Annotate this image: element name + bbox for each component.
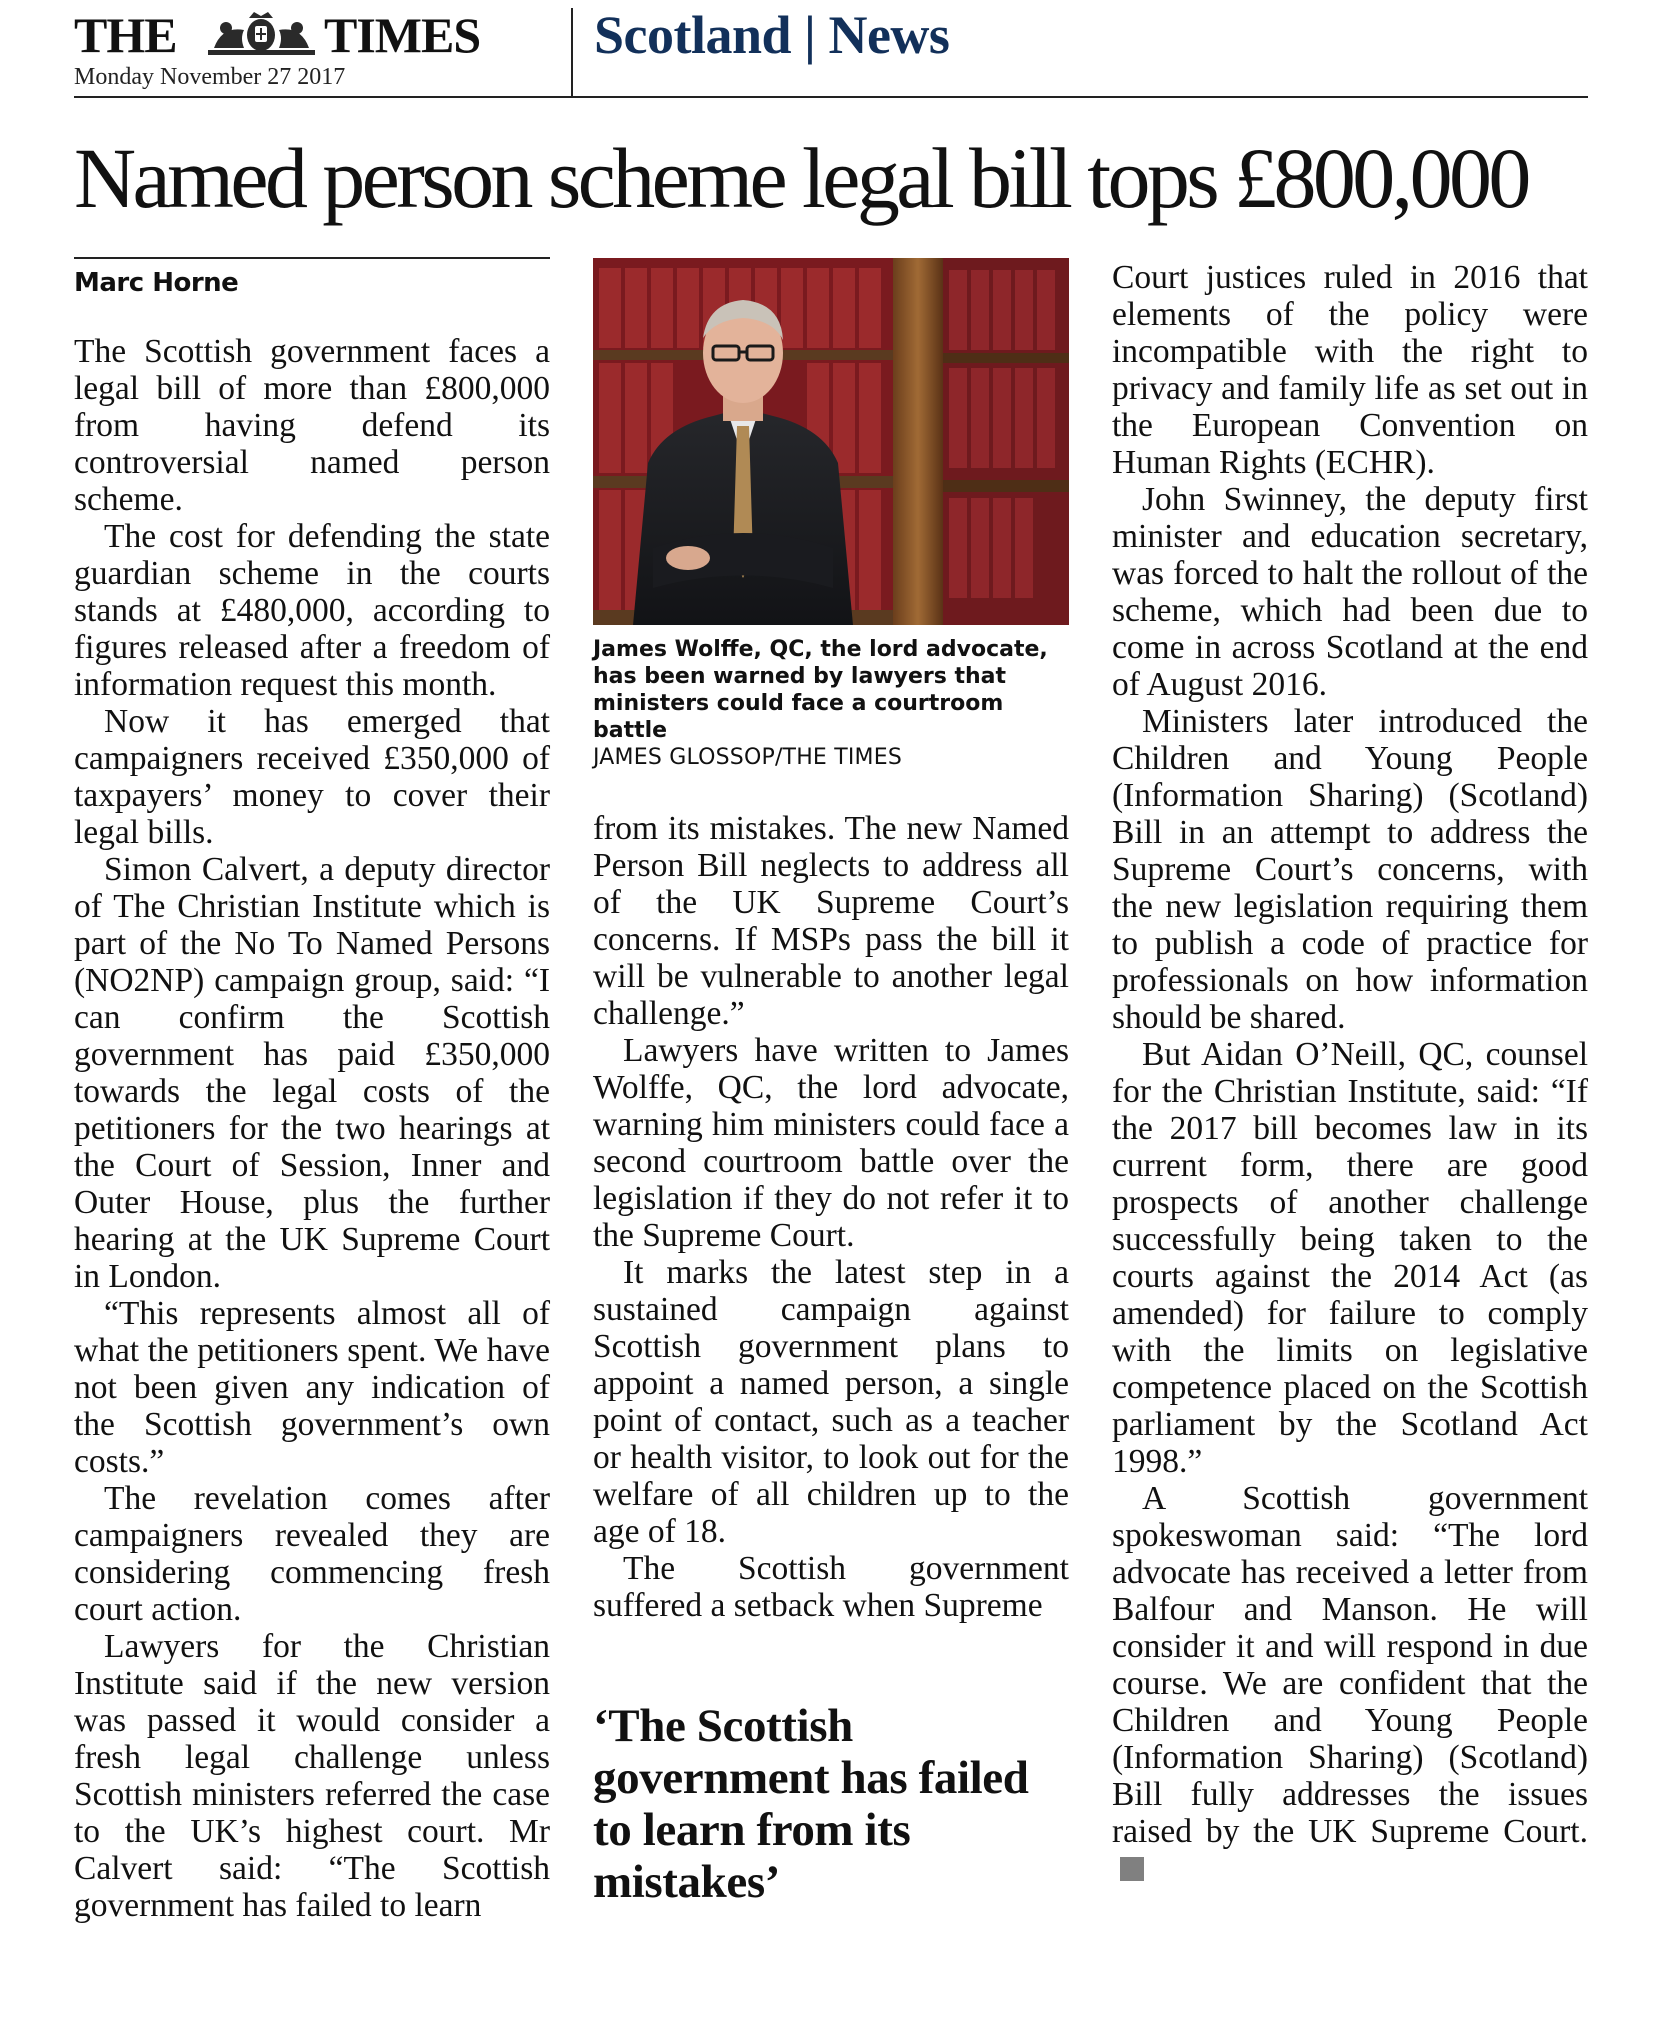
paragraph: The cost for defending the state guardian scheme in the courts stands at £480,000, according to figures released after a freedom of information request this month.: [74, 518, 550, 703]
end-of-article-icon: [1120, 1857, 1144, 1881]
royal-crest-icon: [204, 8, 319, 58]
logo-times: TIMES: [324, 7, 481, 63]
masthead-divider: [571, 8, 573, 98]
article-column-2: [593, 810, 1069, 1670]
paragraph: from its mistakes. The new Named Person Bill neglects to address all of the UK Supreme Court’s concerns. If MSPs pass the bill it will be vulnerable to another legal challenge.”: [593, 810, 1069, 1032]
article-column-3: [1112, 259, 1588, 1919]
paragraph: The revelation comes after campaigners revealed they are considering commencing fresh court action.: [74, 1480, 550, 1628]
paragraph: Now it has emerged that campaigners received £350,000 of taxpayers’ money to cover their legal bills.: [74, 703, 550, 851]
logo-the: THE: [74, 7, 177, 63]
photo-credit: JAMES GLOSSOP/THE TIMES: [593, 745, 903, 770]
caption-text: James Wolffe, QC, the lord advocate, has been warned by lawyers that ministers could face a courtroom battle: [593, 637, 1048, 743]
lord-advocate-photo: [593, 258, 1069, 625]
paragraph: Simon Calvert, a deputy director of The Christian Institute which is part of the No To Named Persons (NO2NP) campaign group, said: “I can confirm the Scottish government has paid £350,000 towards the legal costs of the petitioners for the two hearings at the Court of Session, Inner and Outer House, plus the further hearing at the UK Supreme Court in London.: [74, 851, 550, 1295]
article-column-1: [74, 333, 550, 1923]
paragraph: [1112, 1480, 1588, 1887]
paragraph: The Scottish government faces a legal bill of more than £800,000 from having defend its controversial named person scheme.: [74, 333, 550, 518]
paragraph: Lawyers have written to James Wolffe, QC, the lord advocate, warning him ministers could face a second courtroom battle over the legislation if they do not refer it to the Supreme Court.: [593, 1032, 1069, 1254]
masthead: [74, 4, 1588, 98]
paragraph-text: A Scottish government spokeswoman said: “The lord advocate has received a letter from Balfour and Manson. He will consider it and will respond in due course. We are confident that the Children and Young People (Information Sharing) (Scotland) Bill fully addresses the issues raised by the UK Supreme Court.: [1112, 1480, 1588, 1850]
paragraph: The Scottish government suffered a setback when Supreme: [593, 1550, 1069, 1624]
paragraph: Court justices ruled in 2016 that elements of the policy were incompatible with the right to privacy and family life as set out in the European Convention on Human Rights (ECHR).: [1112, 259, 1588, 481]
pull-quote: ‘The Scottish government has failed to learn from its mistakes’: [593, 1700, 1029, 1908]
paragraph: “This represents almost all of what the petitioners spent. We have not been given any indication of the Scottish government’s own costs.”: [74, 1295, 550, 1480]
paragraph: Ministers later introduced the Children and Young People (Information Sharing) (Scotland) Bill in an attempt to address the Supreme Court’s concerns, with the new legislation requiring them to publish a code of practice for professionals on how information should be shared.: [1112, 703, 1588, 1036]
paragraph: John Swinney, the deputy first minister and education secretary, was forced to halt the rollout of the scheme, which had been due to come in across Scotland at the end of August 2016.: [1112, 481, 1588, 703]
byline: Marc Horne: [74, 268, 239, 298]
paragraph: It marks the latest step in a sustained campaign against Scottish government plans to appoint a named person, a single point of contact, such as a teacher or health visitor, to look out for the welfare of all children up to the age of 18.: [593, 1254, 1069, 1550]
paragraph: Lawyers for the Christian Institute said if the new version was passed it would consider a fresh legal challenge unless Scottish ministers referred the case to the UK’s highest court. Mr Calvert said: “The Scottish government has failed to learn: [74, 1628, 550, 1924]
portrait-image: [593, 258, 1069, 625]
photo-caption: [593, 636, 1069, 771]
byline-rule: [74, 257, 550, 259]
headline: Named person scheme legal bill tops £800,000: [74, 130, 1528, 226]
paragraph: But Aidan O’Neill, QC, counsel for the Christian Institute, said: “If the 2017 bill becomes law in its current form, there are good prospects of another challenge successfully being taken to the courts against the 2014 Act (as amended) for failure to comply with the limits on legislative competence placed on the Scottish parliament by the Scotland Act 1998.”: [1112, 1036, 1588, 1480]
section-title: Scotland | News: [594, 5, 950, 65]
times-logo: [74, 4, 494, 64]
issue-date: Monday November 27 2017: [74, 64, 346, 90]
